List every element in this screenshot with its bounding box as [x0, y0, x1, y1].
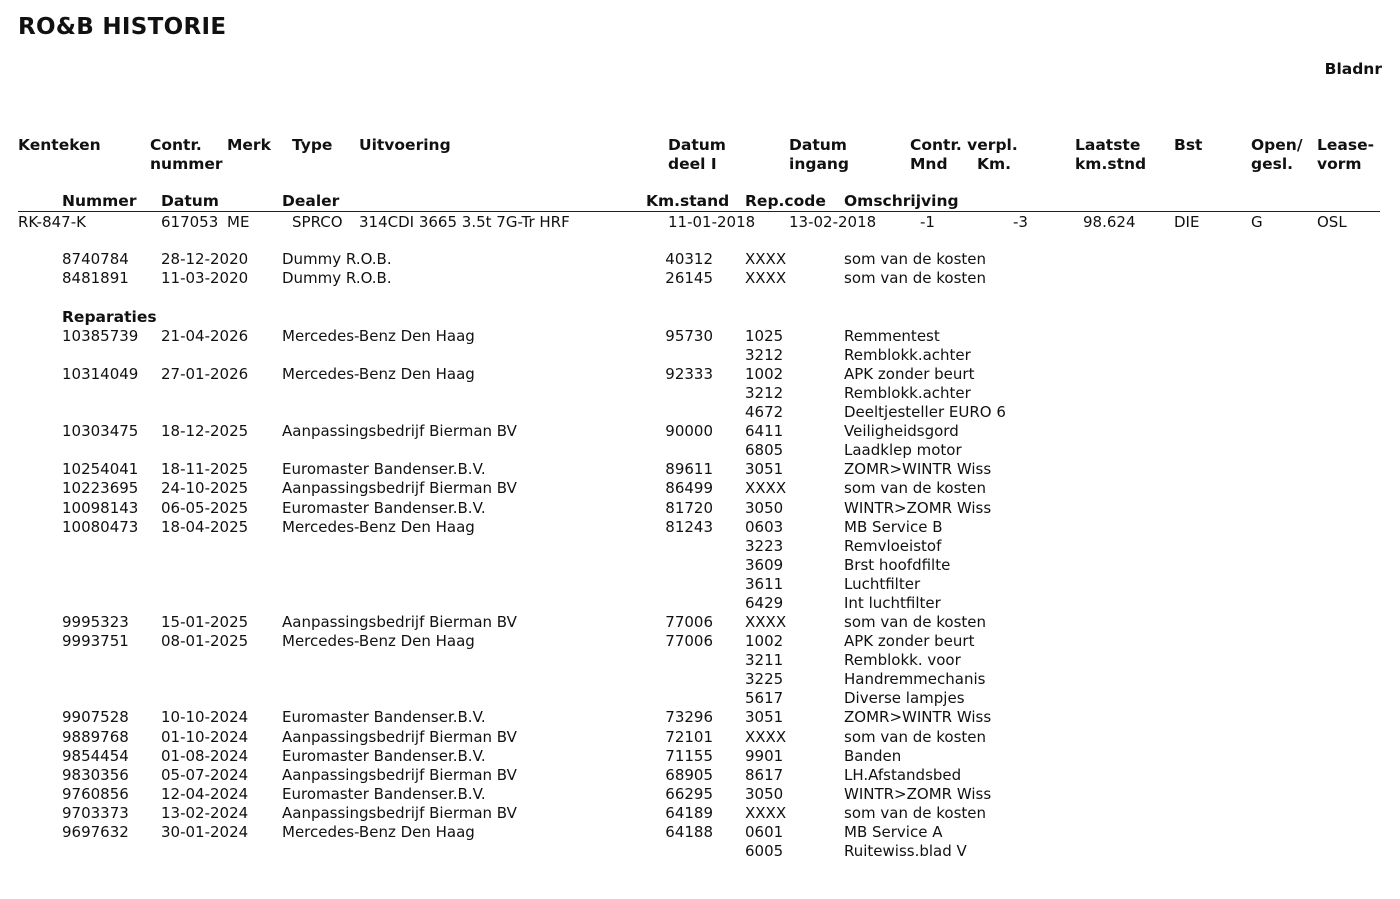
vehicle-mnd: -1 — [920, 213, 935, 231]
row-nummer: 10314049 — [62, 365, 139, 383]
header-kmstnd-sub: km.stnd — [1075, 155, 1147, 173]
row-omschrijving: Remvloeistof — [844, 537, 942, 555]
row-repcode: 0601 — [745, 823, 784, 841]
row-omschrijving: APK zonder beurt — [844, 632, 975, 650]
header-nummer-sub: nummer — [150, 155, 223, 173]
row-repcode: 3050 — [745, 785, 784, 803]
row-kmstand: 90000 — [665, 422, 713, 440]
row-repcode: 9901 — [745, 747, 784, 765]
row-omschrijving: APK zonder beurt — [844, 365, 975, 383]
row-datum: 10-10-2024 — [161, 708, 249, 726]
row-omschrijving: Remmentest — [844, 327, 940, 345]
row-repcode: 5617 — [745, 689, 784, 707]
row-datum: 28-12-2020 — [161, 250, 249, 268]
row-kmstand: 81243 — [665, 518, 713, 536]
vehicle-open: G — [1251, 213, 1263, 231]
header-dealer: Dealer — [282, 192, 340, 210]
row-omschrijving: Brst hoofdfilte — [844, 556, 951, 574]
row-nummer: 10254041 — [62, 460, 139, 478]
header-contr-verpl: Contr. verpl. — [910, 136, 1018, 154]
header-type: Type — [292, 136, 333, 154]
row-dealer: Aanpassingsbedrijf Bierman BV — [282, 422, 517, 440]
row-omschrijving: Handremmechanis — [844, 670, 986, 688]
row-repcode: 6411 — [745, 422, 784, 440]
row-dealer: Mercedes-Benz Den Haag — [282, 327, 475, 345]
header-mnd: Mnd — [910, 155, 948, 173]
row-kmstand: 26145 — [665, 269, 713, 287]
row-repcode: XXXX — [745, 613, 787, 631]
row-omschrijving: som van de kosten — [844, 728, 986, 746]
row-repcode: 6805 — [745, 441, 784, 459]
row-repcode: 3223 — [745, 537, 784, 555]
row-repcode: 3051 — [745, 460, 784, 478]
row-repcode: XXXX — [745, 804, 787, 822]
row-nummer: 9993751 — [62, 632, 129, 650]
row-datum: 18-04-2025 — [161, 518, 249, 536]
row-repcode: 4672 — [745, 403, 784, 421]
row-datum: 08-01-2025 — [161, 632, 249, 650]
row-omschrijving: Laadklep motor — [844, 441, 962, 459]
section-reparaties: Reparaties — [62, 308, 157, 326]
header-vorm-sub: vorm — [1317, 155, 1362, 173]
header-lease: Lease- — [1317, 136, 1375, 154]
header-laatste: Laatste — [1075, 136, 1141, 154]
row-kmstand: 64189 — [665, 804, 713, 822]
row-omschrijving: som van de kosten — [844, 269, 986, 287]
header-ingang-sub: ingang — [789, 155, 850, 173]
header-gesl-sub: gesl. — [1251, 155, 1294, 173]
row-omschrijving: ZOMR>WINTR Wiss — [844, 460, 992, 478]
row-repcode: 3211 — [745, 651, 784, 669]
row-dealer: Mercedes-Benz Den Haag — [282, 823, 475, 841]
row-kmstand: 68905 — [665, 766, 713, 784]
row-datum: 18-11-2025 — [161, 460, 249, 478]
header-uitvoering: Uitvoering — [359, 136, 451, 154]
row-repcode: XXXX — [745, 479, 787, 497]
vehicle-lease: OSL — [1317, 213, 1347, 231]
page-title: RO&B HISTORIE — [18, 14, 227, 40]
row-datum: 27-01-2026 — [161, 365, 249, 383]
row-kmstand: 81720 — [665, 499, 713, 517]
row-nummer: 9854454 — [62, 747, 129, 765]
row-nummer: 9907528 — [62, 708, 129, 726]
row-kmstand: 40312 — [665, 250, 713, 268]
header-km: Km. — [977, 155, 1012, 173]
vehicle-bst: DIE — [1174, 213, 1200, 231]
row-omschrijving: Int luchtfilter — [844, 594, 941, 612]
row-repcode: XXXX — [745, 269, 787, 287]
row-nummer: 10223695 — [62, 479, 139, 497]
row-datum: 01-10-2024 — [161, 728, 249, 746]
vehicle-type: SPRCO — [292, 213, 343, 231]
row-dealer: Euromaster Bandenser.B.V. — [282, 785, 486, 803]
row-nummer: 8740784 — [62, 250, 129, 268]
row-omschrijving: Deeltjesteller EURO 6 — [844, 403, 1006, 421]
row-repcode: 6005 — [745, 842, 784, 860]
row-dealer: Aanpassingsbedrijf Bierman BV — [282, 728, 517, 746]
header-deel-sub: deel I — [668, 155, 717, 173]
row-repcode: 3050 — [745, 499, 784, 517]
row-datum: 01-08-2024 — [161, 747, 249, 765]
row-dealer: Aanpassingsbedrijf Bierman BV — [282, 804, 517, 822]
header-bst: Bst — [1174, 136, 1203, 154]
header-kenteken: Kenteken — [18, 136, 101, 154]
row-repcode: 6429 — [745, 594, 784, 612]
row-dealer: Aanpassingsbedrijf Bierman BV — [282, 613, 517, 631]
row-nummer: 9760856 — [62, 785, 129, 803]
row-dealer: Mercedes-Benz Den Haag — [282, 518, 475, 536]
row-kmstand: 86499 — [665, 479, 713, 497]
row-repcode: 3212 — [745, 346, 784, 364]
row-nummer: 9995323 — [62, 613, 129, 631]
row-kmstand: 92333 — [665, 365, 713, 383]
row-dealer: Dummy R.O.B. — [282, 250, 392, 268]
row-nummer: 9830356 — [62, 766, 129, 784]
vehicle-datum-deel: 11-01-2018 — [668, 213, 756, 231]
row-omschrijving: WINTR>ZOMR Wiss — [844, 785, 992, 803]
row-datum: 05-07-2024 — [161, 766, 249, 784]
page-number-label: Bladnr — [1324, 60, 1382, 78]
header-datum-ingang: Datum — [789, 136, 847, 154]
row-omschrijving: Veiligheidsgord — [844, 422, 959, 440]
row-repcode: 8617 — [745, 766, 784, 784]
row-datum: 06-05-2025 — [161, 499, 249, 517]
vehicle-uitvoering: 314CDI 3665 3.5t 7G-Tr HRF — [359, 213, 570, 231]
row-datum: 15-01-2025 — [161, 613, 249, 631]
row-kmstand: 73296 — [665, 708, 713, 726]
row-datum: 24-10-2025 — [161, 479, 249, 497]
row-nummer: 9889768 — [62, 728, 129, 746]
row-repcode: XXXX — [745, 250, 787, 268]
vehicle-kenteken: RK-847-K — [18, 213, 86, 231]
row-dealer: Euromaster Bandenser.B.V. — [282, 708, 486, 726]
header-nummer: Nummer — [62, 192, 137, 210]
row-repcode: 3051 — [745, 708, 784, 726]
row-nummer: 10080473 — [62, 518, 139, 536]
row-omschrijving: MB Service A — [844, 823, 943, 841]
row-datum: 11-03-2020 — [161, 269, 249, 287]
vehicle-km: -3 — [1013, 213, 1028, 231]
row-kmstand: 77006 — [665, 632, 713, 650]
row-nummer: 10385739 — [62, 327, 139, 345]
row-kmstand: 95730 — [665, 327, 713, 345]
row-omschrijving: Remblokk. voor — [844, 651, 961, 669]
row-kmstand: 89611 — [665, 460, 713, 478]
row-kmstand: 64188 — [665, 823, 713, 841]
row-nummer: 9697632 — [62, 823, 129, 841]
row-repcode: 1025 — [745, 327, 784, 345]
row-kmstand: 66295 — [665, 785, 713, 803]
row-datum: 18-12-2025 — [161, 422, 249, 440]
row-dealer: Euromaster Bandenser.B.V. — [282, 499, 486, 517]
row-repcode: 3611 — [745, 575, 784, 593]
row-datum: 13-02-2024 — [161, 804, 249, 822]
vehicle-laatste-km: 98.624 — [1083, 213, 1136, 231]
row-dealer: Dummy R.O.B. — [282, 269, 392, 287]
row-omschrijving: Ruitewiss.blad V — [844, 842, 967, 860]
row-omschrijving: som van de kosten — [844, 613, 986, 631]
row-repcode: 3212 — [745, 384, 784, 402]
row-datum: 21-04-2026 — [161, 327, 249, 345]
row-omschrijving: Luchtfilter — [844, 575, 921, 593]
row-datum: 30-01-2024 — [161, 823, 249, 841]
row-omschrijving: Banden — [844, 747, 902, 765]
row-repcode: 1002 — [745, 632, 784, 650]
row-dealer: Mercedes-Benz Den Haag — [282, 365, 475, 383]
row-repcode: 3609 — [745, 556, 784, 574]
row-kmstand: 77006 — [665, 613, 713, 631]
row-dealer: Euromaster Bandenser.B.V. — [282, 460, 486, 478]
vehicle-merk: ME — [227, 213, 250, 231]
row-omschrijving: som van de kosten — [844, 250, 986, 268]
header-datum-deel: Datum — [668, 136, 726, 154]
row-dealer: Mercedes-Benz Den Haag — [282, 632, 475, 650]
row-kmstand: 71155 — [665, 747, 713, 765]
row-omschrijving: Diverse lampjes — [844, 689, 965, 707]
row-omschrijving: ZOMR>WINTR Wiss — [844, 708, 992, 726]
header-open: Open/ — [1251, 136, 1303, 154]
header-omschrijving: Omschrijving — [844, 192, 959, 210]
row-nummer: 8481891 — [62, 269, 129, 287]
row-repcode: 1002 — [745, 365, 784, 383]
row-nummer: 10098143 — [62, 499, 139, 517]
header-repcode: Rep.code — [745, 192, 826, 210]
header-divider — [18, 211, 1380, 212]
row-omschrijving: WINTR>ZOMR Wiss — [844, 499, 992, 517]
row-omschrijving: LH.Afstandsbed — [844, 766, 962, 784]
row-dealer: Aanpassingsbedrijf Bierman BV — [282, 766, 517, 784]
row-omschrijving: Remblokk.achter — [844, 346, 971, 364]
row-dealer: Aanpassingsbedrijf Bierman BV — [282, 479, 517, 497]
row-omschrijving: som van de kosten — [844, 479, 986, 497]
header-kmstand: Km.stand — [646, 192, 730, 210]
row-repcode: 0603 — [745, 518, 784, 536]
row-omschrijving: MB Service B — [844, 518, 943, 536]
vehicle-datum-ingang: 13-02-2018 — [789, 213, 877, 231]
row-omschrijving: som van de kosten — [844, 804, 986, 822]
row-datum: 12-04-2024 — [161, 785, 249, 803]
header-datum: Datum — [161, 192, 219, 210]
header-merk: Merk — [227, 136, 271, 154]
row-repcode: 3225 — [745, 670, 784, 688]
row-nummer: 10303475 — [62, 422, 139, 440]
row-repcode: XXXX — [745, 728, 787, 746]
row-kmstand: 72101 — [665, 728, 713, 746]
header-contr: Contr. — [150, 136, 202, 154]
row-nummer: 9703373 — [62, 804, 129, 822]
vehicle-contract: 617053 — [161, 213, 219, 231]
row-dealer: Euromaster Bandenser.B.V. — [282, 747, 486, 765]
row-omschrijving: Remblokk.achter — [844, 384, 971, 402]
